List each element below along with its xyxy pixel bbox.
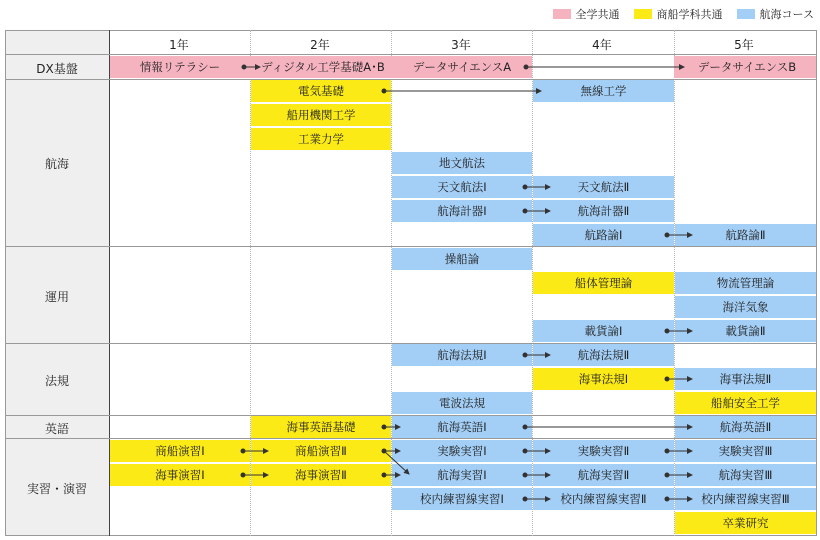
course-box: データサイエンスB	[697, 60, 797, 74]
course-box: 卒業研究	[675, 512, 816, 534]
course-box: 電気基礎	[251, 80, 391, 102]
course-box: 船体管理論	[533, 272, 674, 294]
course-box: 海事法規Ⅰ	[533, 368, 674, 390]
course-box: 商船演習Ⅰ	[110, 440, 250, 462]
course-box: 航海英語Ⅰ	[392, 416, 532, 438]
course-box: 地文航法	[392, 152, 532, 174]
course-box: 校内練習線実習Ⅰ	[392, 488, 532, 510]
course-box: 実験実習Ⅰ	[392, 440, 532, 462]
course-box: 海事法規Ⅱ	[675, 368, 816, 390]
course-box: 海洋気象	[675, 296, 816, 318]
course-box: 情報リテラシー	[139, 60, 221, 74]
legend-label: 全学共通	[575, 8, 620, 21]
course-box: 航海計器Ⅰ	[392, 200, 532, 222]
course-box: 航海法規Ⅰ	[392, 344, 532, 366]
course-box: 無線工学	[533, 80, 674, 102]
year-header: 2年	[310, 38, 330, 52]
course-box: 天文航法Ⅱ	[533, 176, 674, 198]
course-box: 載貨論Ⅰ	[533, 320, 674, 342]
course-box: 物流管理論	[675, 272, 816, 294]
category-label: 法規	[44, 374, 69, 388]
course-box: 航海実習Ⅲ	[675, 464, 816, 486]
course-box: 校内練習線実習Ⅲ	[675, 488, 816, 510]
course-box: 操船論	[392, 248, 532, 270]
category-label: DX基盤	[36, 62, 78, 76]
course-box: 校内練習線実習Ⅱ	[533, 488, 674, 510]
course-box: 航路論Ⅱ	[675, 224, 816, 246]
course-box: 海事演習Ⅱ	[251, 464, 391, 486]
course-box: 船舶安全工学	[675, 392, 816, 414]
year-header: 1年	[169, 38, 189, 52]
course-box: 天文航法Ⅰ	[392, 176, 532, 198]
year-header: 3年	[451, 38, 471, 52]
course-box: 航海実習Ⅱ	[533, 464, 674, 486]
category-label: 運用	[44, 290, 69, 304]
course-box: 工業力学	[251, 128, 391, 150]
legend-label: 航海コース	[759, 8, 814, 21]
course-box: ディジタル工学基礎A･B	[261, 60, 385, 74]
year-header: 4年	[592, 38, 612, 52]
course-box: 船用機関工学	[251, 104, 391, 126]
year-header: 5年	[734, 38, 754, 52]
legend-label: 商船学科共通	[656, 8, 723, 21]
course-box: 実験実習Ⅱ	[533, 440, 674, 462]
course-box: 航海英語Ⅱ	[675, 416, 816, 438]
course-box: 航路論Ⅰ	[533, 224, 674, 246]
category-label: 英語	[44, 422, 69, 436]
course-box: 電波法規	[392, 392, 532, 414]
course-box: 航海計器Ⅱ	[533, 200, 674, 222]
course-box: 航海実習Ⅰ	[392, 464, 532, 486]
course-box: 海事英語基礎	[251, 416, 391, 438]
category-label: 航海	[44, 157, 69, 171]
course-box: 海事演習Ⅰ	[110, 464, 250, 486]
course-box: データサイエンスA	[412, 60, 512, 74]
course-box: 航海法規Ⅱ	[533, 344, 674, 366]
course-box: 商船演習Ⅱ	[251, 440, 391, 462]
category-label: 実習・演習	[26, 482, 87, 496]
course-box: 載貨論Ⅱ	[675, 320, 816, 342]
course-box: 実験実習Ⅲ	[675, 440, 816, 462]
